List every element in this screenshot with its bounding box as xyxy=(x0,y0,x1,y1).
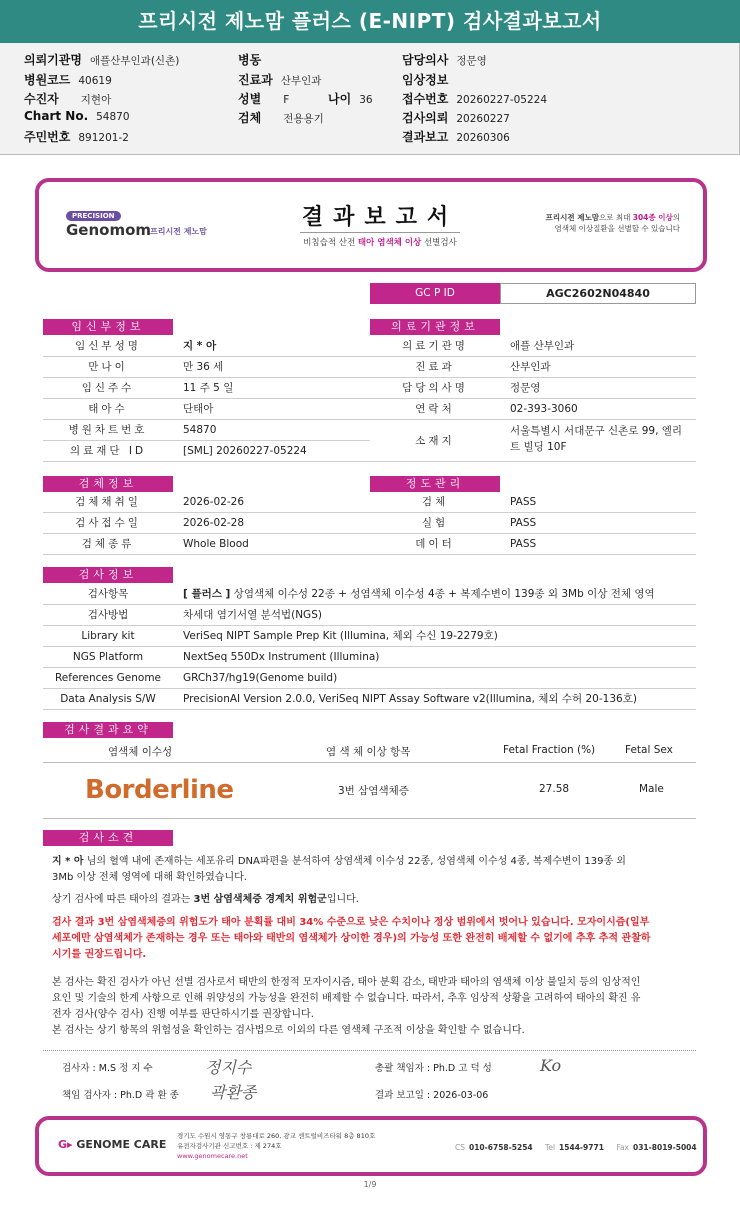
row-label: 실험 xyxy=(421,517,449,529)
row-label: 검체종류 xyxy=(81,538,135,550)
table-row xyxy=(370,357,696,378)
pregnant-info-header: 임신부정보 xyxy=(43,319,173,335)
test-request-date: 검사의뢰 20260227 xyxy=(402,111,510,125)
findings-header: 검사소견 xyxy=(43,830,173,846)
abnormal-item-value: 3번 삼염색체증 xyxy=(338,785,409,797)
summary-header: 검사결과요약 xyxy=(43,722,173,738)
report-date: 결과 보고일 : 2026-03-06 xyxy=(375,1090,489,1101)
receipt-no: 접수번호 20260227-05224 xyxy=(402,92,548,106)
table-row xyxy=(43,441,370,462)
row-value: PASS xyxy=(510,517,537,529)
table-row xyxy=(370,492,696,513)
table-row xyxy=(43,357,370,378)
row-value: [ 플러스 ] 상염색체 이수성 22종 + 성염색체 이수성 4종 + 복제수변이 139종 외 3Mb 이상 전체 영역 xyxy=(183,588,655,600)
summary-column-headers xyxy=(43,741,696,763)
row-value: 차세대 염기서열 분석법(NGS) xyxy=(183,609,322,621)
result-borderline: Borderline xyxy=(85,775,234,805)
row-label: Data Analysis S/W xyxy=(60,693,156,705)
table-row xyxy=(43,399,370,420)
row-value: 만 36 세 xyxy=(183,361,224,373)
row-value: 산부인과 xyxy=(510,361,551,373)
row-label: References Genome xyxy=(54,672,162,684)
report-title: 결과보고서 xyxy=(301,205,459,230)
row-label: 검사방법 xyxy=(87,609,129,621)
row-value: [SML] 20260227-05224 xyxy=(183,445,307,457)
col-aneuploidy: 염색체 이수성 xyxy=(108,746,173,758)
row-value: GRCh37/hg19(Genome build) xyxy=(183,672,338,684)
col-fetal-fraction: Fetal Fraction (%) xyxy=(503,744,596,756)
table-row xyxy=(43,378,370,399)
row-value: 애플 산부인과 xyxy=(510,340,575,352)
summary-bottom-rule xyxy=(43,818,696,819)
gcpid-label: GC P ID xyxy=(370,283,500,304)
table-row xyxy=(370,534,696,555)
specimen-type: 검체 전용용기 xyxy=(238,111,324,125)
row-value: PASS xyxy=(510,538,537,550)
patient-info-panel xyxy=(0,43,740,155)
row-value: Whole Blood xyxy=(183,538,249,550)
row-label: 검사항목 xyxy=(87,588,129,600)
hospital-info-header: 의료기관정보 xyxy=(370,319,500,335)
specimen-info-header: 검체정보 xyxy=(43,476,173,492)
row-label: 데이터 xyxy=(415,538,455,550)
table-row xyxy=(43,513,370,534)
row-value: 11 주 5 일 xyxy=(183,382,234,394)
signature-top-rule xyxy=(43,1050,696,1051)
table-row xyxy=(370,513,696,534)
title-underline xyxy=(300,232,460,233)
report-title-bar: 프리시전 제노맘 플러스 (E-NIPT) 검사결과보고서 xyxy=(0,0,740,43)
findings-alert: 검사 결과 3번 삼염색체증의 위험도가 태아 분획률 대비 34% 수준으로 낮은 수치이나 정상 범위에서 벗어나 있습니다. 모자이시즘(일부 세포에만 삼염색체가 존재하는 경우 또는 태아와 태반의 염색체가 상이한 경우)의 가능성 또한 완전히 배제할 수 없기에 추후 추적 관찰하 시기를 권장드립니다. xyxy=(52,917,651,960)
row-value: 2026-02-26 xyxy=(183,496,245,508)
examiner-signature: 정지수 xyxy=(205,1058,252,1077)
precision-badge: PRECISION xyxy=(66,211,121,221)
genomom-logo: Genomom xyxy=(66,221,152,239)
fetal-sex-value: Male xyxy=(639,783,664,795)
result-report-date: 결과보고 20260306 xyxy=(402,130,510,144)
table-row xyxy=(370,378,696,399)
row-label: 태아수 xyxy=(88,403,128,415)
table-row xyxy=(370,420,696,462)
row-value: 02-393-3060 xyxy=(510,403,578,415)
row-label: 검사접수일 xyxy=(75,517,141,529)
findings-disclaimer: 본 검사는 확진 검사가 아닌 선별 검사로서 태반의 한정적 모자이시즘, 태아 분획 감소, 태반과 태아의 염색체 이상 불일치 등의 임상적인 요인 및 기술의 한계 사항으로 인해 위양성의 가능성을 완전히 배제할 수 없습니다. 따라서, 추후 임상적 상황을 고려하여 태아의 확진 유 전자 검사(양수 검사) 진행 여부를 판단하시기를 권장합니다. 본 검사는 상기 항목의 위험성을 확인하는 검사법으로 이외의 다른 염색체 구조적 이상을 확인할 수 없습니다. xyxy=(52,977,641,1036)
resident-no: 주민번호 891201-2 xyxy=(24,130,129,144)
row-value: 서울특별시 서대문구 신촌로 99, 엘리 트 빌딩 10F xyxy=(510,425,683,453)
footer-contacts: CS 010-6758-5254 Tel 1544-9771 Fax 031-8019-5004 xyxy=(455,1143,697,1152)
table-row xyxy=(370,336,696,357)
row-value: VeriSeq NIPT Sample Prep Kit (Illumina, 체외 수신 19-2279호) xyxy=(183,630,498,642)
report-tagline: 프리시젼 제노맘으로 최대 304종 이상의 염색체 이상질환을 선별할 수 있습니다 xyxy=(545,213,680,233)
hospital-code: 병원코드 40619 xyxy=(24,73,112,87)
clinical-info: 임상정보 xyxy=(402,73,449,87)
row-label: Library kit xyxy=(81,630,135,642)
sex: 성별 F xyxy=(238,92,290,106)
chief-signature: Ko xyxy=(540,1056,562,1075)
row-label: 담당의사명 xyxy=(402,382,468,394)
row-value: 54870 xyxy=(183,424,217,436)
table-row xyxy=(43,534,370,555)
responsible-examiner: 책임 검사자 : Ph.D 곽 환 종 xyxy=(62,1090,179,1101)
test-info-header: 검사정보 xyxy=(43,567,173,583)
row-value: 2026-02-28 xyxy=(183,517,245,529)
row-label: 소재지 xyxy=(415,435,455,447)
genome-care-logo: G▸ GENOME CARE xyxy=(58,1138,167,1151)
department: 진료과 산부인과 xyxy=(238,73,322,87)
row-value: 지 * 아 xyxy=(183,340,217,352)
row-label: 연락처 xyxy=(415,403,455,415)
qc-info-header: 정도관리 xyxy=(370,476,500,492)
examiner: 검사자 : M.S 정 지 수 xyxy=(62,1063,153,1074)
page-number: 1/9 xyxy=(363,1180,377,1189)
physician: 담당의사 정문영 xyxy=(402,53,487,67)
table-row xyxy=(43,492,370,513)
chief-responsible: 총괄 책임자 : Ph.D 고 덕 성 xyxy=(375,1063,492,1074)
table-row xyxy=(370,399,696,420)
row-label: 임신주수 xyxy=(81,382,135,394)
patient-name: 수진자 지현아 xyxy=(24,92,112,106)
table-row xyxy=(43,647,696,668)
ward: 병동 xyxy=(238,53,262,67)
requesting-org: 의뢰기관명 애플산부인과(신촌) xyxy=(24,53,180,67)
row-value: NextSeq 550Dx Instrument (Illumina) xyxy=(183,651,380,663)
table-row xyxy=(43,605,696,626)
chart-no: Chart No. 54870 xyxy=(24,109,130,123)
findings-paragraph-1: 지 * 아 님의 혈액 내에 존재하는 세포유리 DNA파편을 분석하여 상염색체 이수성 22종, 성염색체 이수성 4종, 복제수변이 139종 외 3Mb 이상 전체 영역에 대해 확인하였습니다. xyxy=(52,856,626,883)
table-row xyxy=(43,626,696,647)
row-value: 단태아 xyxy=(183,403,214,415)
row-label: 임신부성명 xyxy=(75,340,141,352)
row-value: 정문영 xyxy=(510,382,541,394)
gcpid-value: AGC2602N04840 xyxy=(500,283,696,304)
table-row xyxy=(43,336,370,357)
row-value: PASS xyxy=(510,496,537,508)
footer-url[interactable]: www.genomecare.net xyxy=(177,1152,248,1160)
row-label: 병원차트번호 xyxy=(68,424,148,436)
footer-address: 경기도 수원시 영통구 창룡대로 260, 광교 센트럴비즈타워 8층 810호 유전자검사기관 신고번호 : 제 274호 www.genomecare.net xyxy=(177,1132,376,1160)
fetal-fraction-value: 27.58 xyxy=(539,783,570,795)
table-row xyxy=(43,420,370,441)
row-value: PrecisionAI Version 2.0.0, VeriSeq NIPT Assay Software v2(Illumina, 체외 수허 20-136호) xyxy=(183,693,637,705)
col-fetal-sex: Fetal Sex xyxy=(625,744,673,756)
findings-paragraph-2: 상기 검사에 따른 태아의 결과는 3번 삼염색체증 경계치 위험군입니다. xyxy=(52,894,359,905)
row-label: 만나이 xyxy=(88,361,128,373)
genomom-logo-sub: 프리시젼 제노맘 xyxy=(150,227,207,236)
table-row xyxy=(43,668,696,689)
age: 나이 36 xyxy=(328,92,373,106)
row-label: 의료재단 ID xyxy=(69,445,147,457)
row-label: NGS Platform xyxy=(72,651,144,663)
row-label: 진료과 xyxy=(415,361,455,373)
responsible-signature: 곽환종 xyxy=(210,1083,257,1102)
table-row xyxy=(43,584,696,605)
row-label: 검체 xyxy=(421,496,449,508)
row-label: 의료기관명 xyxy=(402,340,468,352)
report-subtitle: 비침습적 산전 태아 염색체 이상 선별검사 xyxy=(303,238,457,248)
col-abnormal-item: 염 색 체 이상 항목 xyxy=(326,746,411,758)
table-row xyxy=(43,689,696,710)
row-label: 검체채취일 xyxy=(75,496,141,508)
genome-care-icon: G▸ xyxy=(58,1138,73,1151)
